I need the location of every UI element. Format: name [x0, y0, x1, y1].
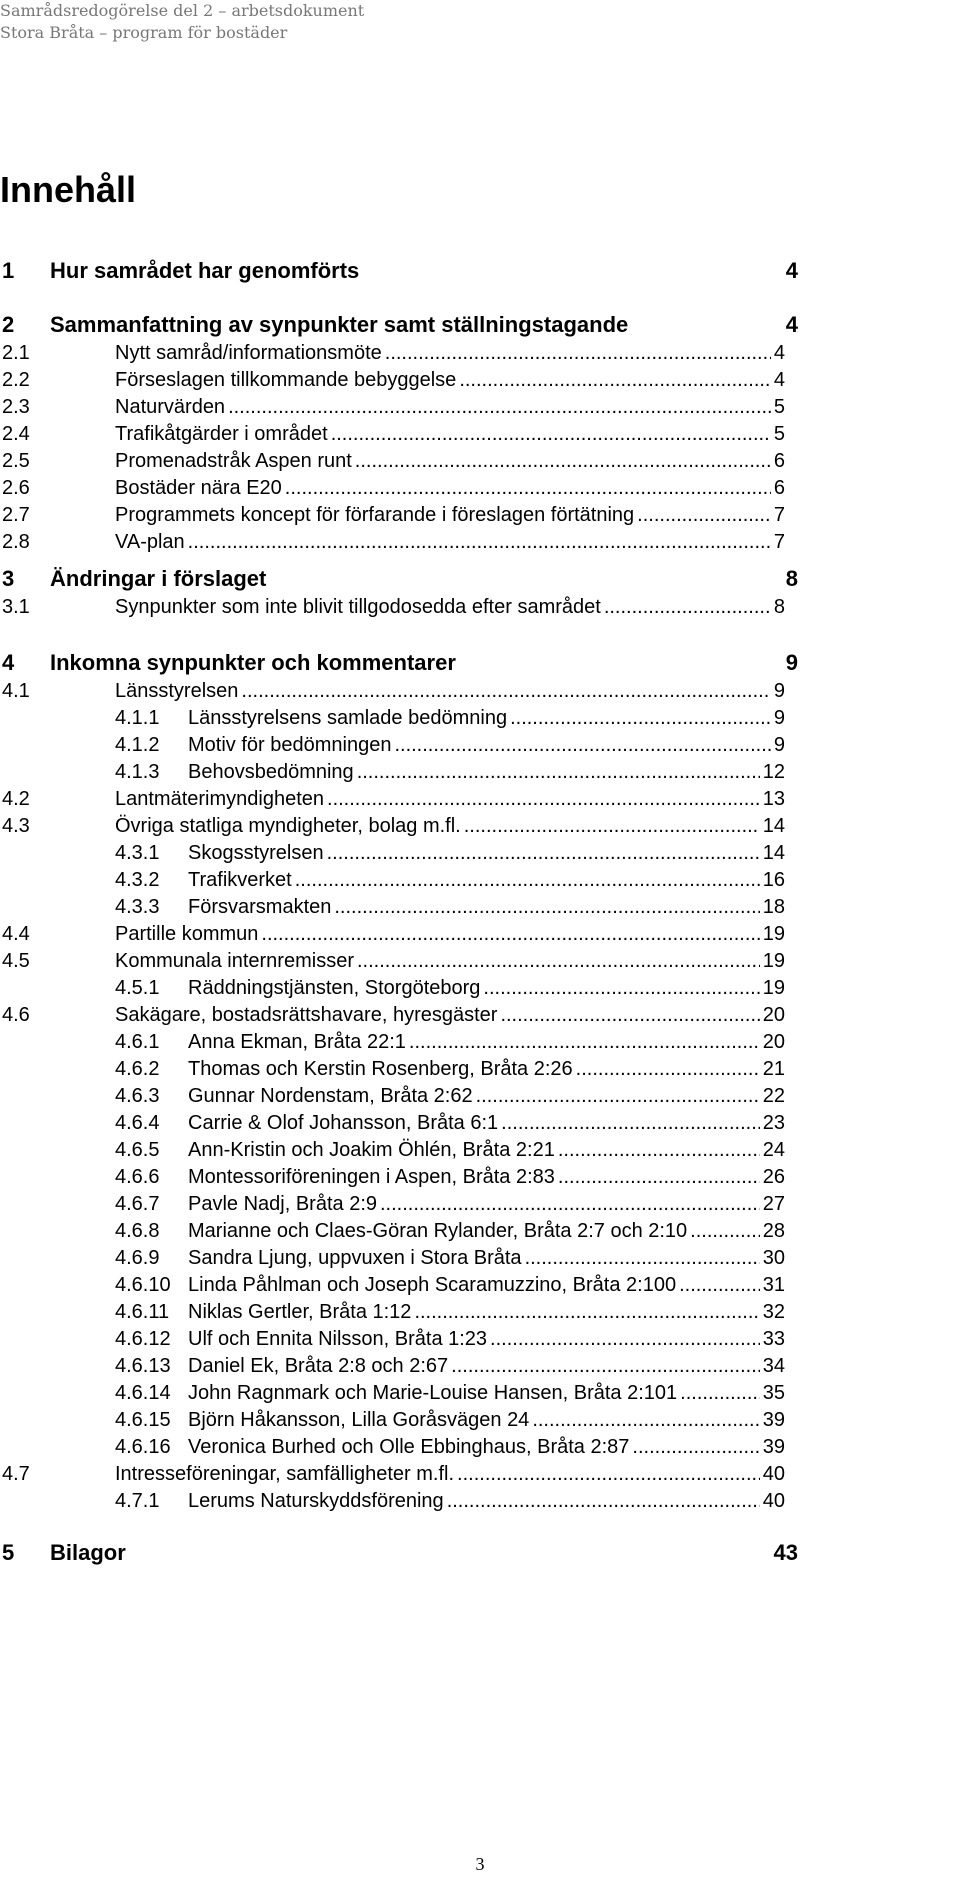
dot-leader — [334, 896, 759, 919]
toc-entry-number: 4.5.1 — [115, 977, 160, 999]
toc-entry-title: Ann-Kristin och Joakim Öhlén, Bråta 2:21 — [188, 1139, 555, 1161]
dot-leader — [327, 788, 760, 811]
toc-entry[interactable] — [115, 1490, 785, 1513]
toc-entry[interactable] — [115, 842, 785, 865]
toc-entry[interactable] — [2, 504, 785, 527]
toc-entry-title: Lerums Naturskyddsförening — [188, 1490, 444, 1512]
toc-entry-number: 4.7 — [2, 1463, 30, 1485]
toc-entry[interactable] — [115, 761, 785, 784]
toc-entry[interactable] — [2, 342, 785, 365]
toc-entry[interactable] — [2, 423, 785, 446]
toc-entry-title: Marianne och Claes-Göran Rylander, Bråta 2:7 och 2:10 — [188, 1220, 688, 1242]
toc-entry-title: Daniel Ek, Bråta 2:8 och 2:67 — [188, 1355, 449, 1377]
toc-entry-title: Kommunala internremisser — [115, 950, 354, 972]
toc-entry-page: 35 — [762, 1382, 785, 1404]
toc-entry[interactable] — [2, 566, 798, 592]
toc-entry-number: 4.6.2 — [115, 1058, 160, 1080]
toc-entry-title: Skogsstyrelsen — [188, 842, 324, 864]
header-line-2: Stora Bråta – program för bostäder — [0, 23, 288, 42]
dot-leader — [261, 923, 759, 946]
toc-entry[interactable] — [2, 450, 785, 473]
toc-entry-page: 32 — [762, 1301, 785, 1323]
toc-entry-title: Lantmäterimyndigheten — [115, 788, 325, 810]
toc-entry-title: Inkomna synpunkter och kommentarer — [50, 650, 456, 675]
toc-entry[interactable] — [2, 680, 785, 703]
toc-entry-page: 20 — [762, 1004, 785, 1026]
toc-entry-page: 4 — [773, 369, 785, 391]
toc-entry-title: Trafikverket — [188, 869, 292, 891]
toc-entry-page: 21 — [762, 1058, 785, 1080]
toc-entry-number: 2.7 — [2, 504, 30, 526]
dot-leader — [476, 1085, 760, 1108]
toc-entry-number: 4.6.1 — [115, 1031, 160, 1053]
toc-entry-title: Intresseföreningar, samfälligheter m.fl. — [115, 1463, 455, 1485]
toc-entry[interactable] — [2, 815, 785, 838]
dot-leader — [414, 1301, 759, 1324]
toc-entry-title: Carrie & Olof Johansson, Bråta 6:1 — [188, 1112, 499, 1134]
dot-leader — [409, 1031, 760, 1054]
toc-entry-page: 7 — [773, 531, 785, 553]
toc-entry[interactable] — [2, 950, 785, 973]
toc-entry[interactable] — [2, 923, 785, 946]
dot-leader — [680, 1382, 760, 1405]
dot-leader — [690, 1220, 760, 1243]
toc-entry-page: 16 — [762, 869, 785, 891]
toc-entry[interactable] — [115, 1193, 785, 1216]
toc-entry[interactable] — [115, 1382, 785, 1405]
toc-entry-number: 4.5 — [2, 950, 30, 972]
toc-entry-page: 19 — [762, 977, 785, 999]
dot-leader — [285, 477, 771, 500]
toc-entry-number: 4.6.11 — [115, 1301, 170, 1323]
toc-entry-title: Promenadstråk Aspen runt — [115, 450, 352, 472]
toc-entry-title: Björn Håkansson, Lilla Goråsvägen 24 — [188, 1409, 530, 1431]
toc-entry[interactable] — [2, 477, 785, 500]
toc-entry-number: 4.6.16 — [115, 1436, 171, 1458]
page-number: 3 — [475, 1854, 485, 1874]
toc-entry-title: Motiv för bedömningen — [188, 734, 392, 756]
dot-leader — [490, 1328, 760, 1351]
toc-entry[interactable] — [2, 312, 798, 338]
toc-entry-page: 13 — [762, 788, 785, 810]
toc-entry-page: 27 — [762, 1193, 785, 1215]
toc-entry-page: 39 — [762, 1409, 785, 1431]
toc-entry-number: 4.6.5 — [115, 1139, 160, 1161]
toc-entry-page: 18 — [762, 896, 785, 918]
dot-leader — [228, 396, 771, 419]
toc-entry-number: 4.4 — [2, 923, 30, 945]
dot-leader — [327, 842, 760, 865]
toc-entry-title: Gunnar Nordenstam, Bråta 2:62 — [188, 1085, 473, 1107]
dot-leader — [604, 596, 771, 619]
toc-entry-page: 19 — [762, 923, 785, 945]
toc-entry-number: 4.6.12 — [115, 1328, 171, 1350]
toc-entry-number: 2.6 — [2, 477, 30, 499]
toc-entry[interactable] — [115, 1058, 785, 1081]
toc-entry[interactable] — [115, 734, 785, 757]
dot-leader — [357, 950, 760, 973]
dot-leader — [510, 707, 771, 730]
header-line-1: Samrådsredogörelse del 2 – arbetsdokument — [0, 1, 365, 20]
toc-entry-page: 9 — [785, 650, 798, 675]
toc-entry-number: 4.6.9 — [115, 1247, 160, 1269]
toc-entry-page: 19 — [762, 950, 785, 972]
toc-entry[interactable] — [115, 1247, 785, 1270]
dot-leader — [464, 815, 760, 838]
toc-entry[interactable] — [115, 707, 785, 730]
toc-entry-title: Veronica Burhed och Olle Ebbinghaus, Bråta 2:87 — [188, 1436, 630, 1458]
toc-entry[interactable] — [2, 369, 785, 392]
toc-entry[interactable] — [115, 1301, 785, 1324]
toc-entry-page: 30 — [762, 1247, 785, 1269]
toc-entry-page: 9 — [773, 734, 785, 756]
toc-entry-number: 4.6.3 — [115, 1085, 160, 1107]
toc-entry-page: 8 — [773, 596, 785, 618]
dot-leader — [483, 977, 759, 1000]
dot-leader — [632, 1436, 759, 1459]
toc-entry[interactable] — [2, 1004, 785, 1027]
toc-entry-title: Förseslagen tillkommande bebyggelse — [115, 369, 457, 391]
toc-entry-title: Pavle Nadj, Bråta 2:9 — [188, 1193, 377, 1215]
toc-entry-page: 4 — [785, 312, 798, 337]
toc-entry-title: Räddningstjänsten, Storgöteborg — [188, 977, 481, 999]
toc-entry[interactable] — [115, 1139, 785, 1162]
toc-entry-title: Försvarsmakten — [188, 896, 332, 918]
toc-entry[interactable] — [115, 1328, 785, 1351]
toc-entry-title: Linda Påhlman och Joseph Scaramuzzino, Bråta 2:100 — [188, 1274, 677, 1296]
toc-entry-page: 6 — [773, 450, 785, 472]
toc-entry-title: Sammanfattning av synpunkter samt ställningstagande — [50, 312, 629, 337]
toc-entry[interactable] — [2, 788, 785, 811]
toc-entry-number: 4.1 — [2, 680, 30, 702]
toc-entry-page: 33 — [762, 1328, 785, 1350]
toc-entry-number: 2.8 — [2, 531, 30, 553]
toc-entry-title: Sakägare, bostadsrättshavare, hyresgäster — [115, 1004, 498, 1026]
toc-entry[interactable] — [115, 1085, 785, 1108]
toc-entry[interactable] — [115, 1166, 785, 1189]
toc-entry-title: Montessoriföreningen i Aspen, Bråta 2:83 — [188, 1166, 555, 1188]
toc-entry-title: Synpunkter som inte blivit tillgodosedda efter samrådet — [115, 596, 601, 618]
dot-leader — [380, 1193, 760, 1216]
toc-entry-page: 26 — [762, 1166, 785, 1188]
toc-entry-title: Sandra Ljung, uppvuxen i Stora Bråta — [188, 1247, 522, 1269]
toc-entry-title: Partille kommun — [115, 923, 259, 945]
toc-entry-number: 4.6.8 — [115, 1220, 160, 1242]
toc-entry-number: 4.3.2 — [115, 869, 160, 891]
dot-leader — [355, 450, 771, 473]
toc-entry-page: 23 — [762, 1112, 785, 1134]
toc-entry-title: Övriga statliga myndigheter, bolag m.fl. — [115, 815, 461, 837]
toc-entry[interactable] — [115, 977, 785, 1000]
toc-entry-page: 5 — [773, 423, 785, 445]
toc-entry-number: 4.6.13 — [115, 1355, 171, 1377]
toc-entry-number: 4.6 — [2, 1004, 30, 1026]
toc-entry-page: 8 — [785, 566, 798, 591]
toc-entry-number: 4.1.2 — [115, 734, 160, 756]
toc-entry-title: Anna Ekman, Bråta 22:1 — [188, 1031, 406, 1053]
toc-entry-page: 9 — [773, 680, 785, 702]
toc-entry[interactable] — [2, 1463, 785, 1486]
toc-entry[interactable] — [2, 596, 785, 619]
toc-entry-number: 4.2 — [2, 788, 30, 810]
toc-entry[interactable] — [115, 1436, 785, 1459]
toc-entry-number: 2.4 — [2, 423, 30, 445]
toc-entry-title: Bostäder nära E20 — [115, 477, 282, 499]
toc-entry-title: Behovsbedömning — [188, 761, 354, 783]
dot-leader — [331, 423, 771, 446]
dot-leader — [394, 734, 770, 757]
toc-entry-page: 28 — [762, 1220, 785, 1242]
toc-entry[interactable] — [115, 1112, 785, 1135]
toc-entry[interactable] — [2, 396, 785, 419]
toc-entry-number: 4.1.1 — [115, 707, 160, 729]
toc-entry-title: Länsstyrelsens samlade bedömning — [188, 707, 508, 729]
toc-entry-number: 4 — [2, 650, 15, 675]
toc-entry-title: Niklas Gertler, Bråta 1:12 — [188, 1301, 412, 1323]
toc-entry-number: 2.5 — [2, 450, 30, 472]
toc-entry[interactable] — [115, 1031, 785, 1054]
toc-entry-page: 31 — [762, 1274, 785, 1296]
toc-entry-number: 2.1 — [2, 342, 30, 364]
page-title: Innehåll — [0, 169, 137, 210]
toc-entry-title: Bilagor — [50, 1540, 126, 1565]
toc-entry-page: 40 — [762, 1490, 785, 1512]
toc-entry-page: 4 — [785, 258, 798, 283]
dot-leader — [637, 504, 771, 527]
toc-entry-number: 4.7.1 — [115, 1490, 160, 1512]
toc-entry-page: 22 — [762, 1085, 785, 1107]
toc-entry-title: Ulf och Ennita Nilsson, Bråta 1:23 — [188, 1328, 488, 1350]
toc-entry-number: 4.3 — [2, 815, 30, 837]
toc-entry-page: 4 — [773, 342, 785, 364]
toc-entry-number: 4.3.3 — [115, 896, 160, 918]
toc-entry-number: 4.6.14 — [115, 1382, 171, 1404]
toc-entry[interactable] — [115, 896, 785, 919]
toc-entry-number: 4.1.3 — [115, 761, 160, 783]
toc-entry-title: Hur samrådet har genomförts — [50, 258, 360, 283]
toc-entry-number: 4.6.10 — [115, 1274, 171, 1296]
toc-entry-title: Ändringar i förslaget — [50, 566, 267, 591]
dot-leader — [525, 1247, 760, 1270]
toc-entry-page: 6 — [773, 477, 785, 499]
toc-entry[interactable] — [115, 1220, 785, 1243]
toc-entry-title: Nytt samråd/informationsmöte — [115, 342, 382, 364]
toc-entry-page: 9 — [773, 707, 785, 729]
toc-entry-number: 4.6.4 — [115, 1112, 160, 1134]
dot-leader — [447, 1490, 760, 1513]
toc-entry-number: 1 — [2, 258, 15, 283]
dot-leader — [558, 1166, 760, 1189]
toc-entry-number: 2.3 — [2, 396, 30, 418]
toc-entry-page: 7 — [773, 504, 785, 526]
dot-leader — [459, 369, 771, 392]
toc-entry-number: 5 — [2, 1540, 15, 1565]
toc-entry-number: 4.6.7 — [115, 1193, 160, 1215]
dot-leader — [385, 342, 771, 365]
toc-entry-title: VA-plan — [115, 531, 185, 553]
dot-leader — [357, 761, 760, 784]
toc-entry[interactable] — [115, 1274, 785, 1297]
toc-entry[interactable] — [2, 531, 785, 554]
toc-entry-page: 5 — [773, 396, 785, 418]
toc-entry[interactable] — [115, 1409, 785, 1432]
toc-entry-number: 3.1 — [2, 596, 30, 618]
toc-entry-number: 4.6.15 — [115, 1409, 171, 1431]
toc-entry-page: 34 — [762, 1355, 785, 1377]
toc-entry-number: 2 — [2, 312, 15, 337]
toc-entry-page: 14 — [762, 815, 785, 837]
dot-leader — [500, 1004, 759, 1027]
dot-leader — [532, 1409, 759, 1432]
toc-entry-page: 24 — [762, 1139, 785, 1161]
dot-leader — [241, 680, 770, 703]
toc-entry-number: 4.6.6 — [115, 1166, 160, 1188]
toc-entry[interactable] — [2, 1540, 798, 1566]
toc-entry-page: 20 — [762, 1031, 785, 1053]
toc-entry[interactable] — [2, 650, 798, 676]
toc-entry-title: Thomas och Kerstin Rosenberg, Bråta 2:26 — [188, 1058, 573, 1080]
toc-entry-number: 3 — [2, 566, 15, 591]
toc-entry-page: 43 — [773, 1540, 798, 1565]
toc-entry-title: John Ragnmark och Marie-Louise Hansen, Bråta 2:101 — [188, 1382, 678, 1404]
toc-entry-page: 40 — [762, 1463, 785, 1485]
dot-leader — [188, 531, 771, 554]
dot-leader — [679, 1274, 760, 1297]
toc-entry[interactable] — [115, 1355, 785, 1378]
toc-entry-page: 14 — [762, 842, 785, 864]
toc-entry[interactable] — [115, 869, 785, 892]
toc-entry-page: 12 — [762, 761, 785, 783]
dot-leader — [501, 1112, 760, 1135]
dot-leader — [558, 1139, 760, 1162]
toc-entry-page: 39 — [762, 1436, 785, 1458]
dot-leader — [295, 869, 760, 892]
toc-entry-title: Länsstyrelsen — [115, 680, 239, 702]
toc-entry[interactable] — [2, 258, 798, 284]
toc-entry-number: 2.2 — [2, 369, 30, 391]
toc-entry-title: Trafikåtgärder i området — [115, 423, 328, 445]
dot-leader — [451, 1355, 760, 1378]
dot-leader — [576, 1058, 760, 1081]
toc-entry-number: 4.3.1 — [115, 842, 160, 864]
dot-leader — [457, 1463, 760, 1486]
toc-entry-title: Programmets koncept för förfarande i föreslagen förtätning — [115, 504, 635, 526]
toc-entry-title: Naturvärden — [115, 396, 226, 418]
